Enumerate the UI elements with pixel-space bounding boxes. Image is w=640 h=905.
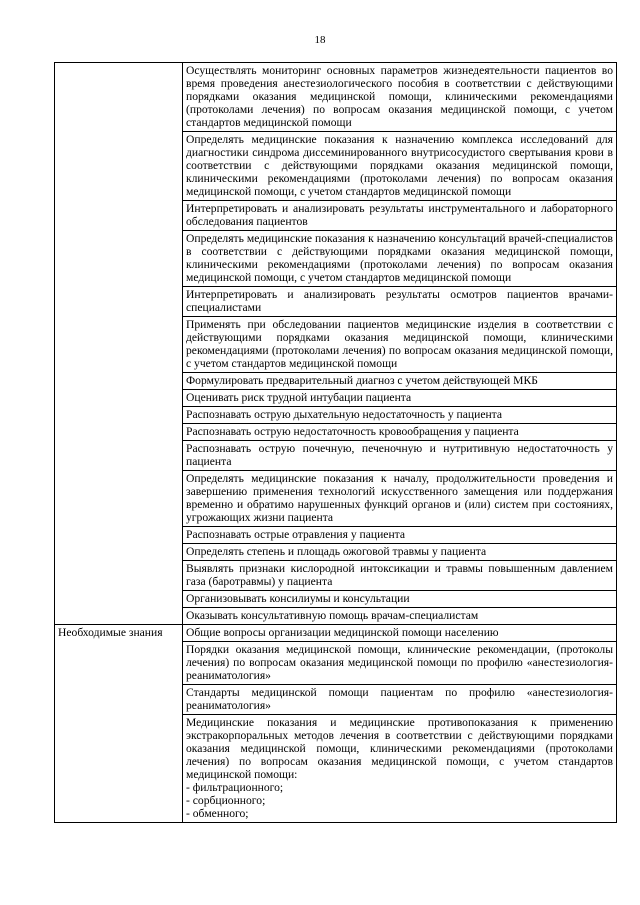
skill-cell: Определять степень и площадь ожоговой травмы у пациента: [183, 544, 617, 561]
knowledge-cell: Порядки оказания медицинской помощи, клинические рекомендации, (протоколы лечения) по вопросам оказания медицинской помощи по профилю «анестезиология-реаниматология»: [183, 642, 617, 685]
knowledge-cell: Стандарты медицинской помощи пациентам по профилю «анестезиология-реаниматология»: [183, 685, 617, 715]
skills-label-cell: [55, 63, 183, 625]
skill-cell: Формулировать предварительный диагноз с учетом действующей МКБ: [183, 373, 617, 390]
knowledge-cell: Общие вопросы организации медицинской помощи населению: [183, 625, 617, 642]
skill-cell: Организовывать консилиумы и консультации: [183, 591, 617, 608]
skill-cell: Оценивать риск трудной интубации пациента: [183, 390, 617, 407]
list-item: - фильтрационного;: [186, 781, 284, 794]
page-number: 18: [314, 34, 326, 46]
requirements-table: [54, 62, 617, 823]
knowledge-text: Медицинские показания и медицинские противопоказания к применению экстракорпоральных методов лечения в соответствии с действующими порядками оказания медицинской помощи, клиническими рекомендациями (протоколами лечения) по вопросам оказания медицинской помощи, с учетом стандартов медицинской помощи:: [186, 716, 613, 781]
skill-cell: Определять медицинские показания к назначению консультаций врачей-специалистов в соответствии с действующими порядками оказания медицинской помощи, клиническими рекомендациями (протоколами лечения) по вопросам оказания медицинской помощи, с учетом стандартов медицинской помощи: [183, 231, 617, 287]
skill-cell: Интерпретировать и анализировать результаты инструментального и лабораторного обследования пациентов: [183, 201, 617, 231]
skill-cell: Распознавать острую почечную, печеночную и нутритивную недостаточность у пациента: [183, 441, 617, 471]
skill-cell: Определять медицинские показания к назначению комплекса исследований для диагностики синдрома диссеминированного внутрисосудистого свертывания крови в соответствии с действующими порядками оказания медицинской помощи, клиническими рекомендациями (протоколами лечения) по вопросам оказания медицинской помощи, с учетом стандартов медицинской помощи: [183, 132, 617, 201]
table-row: [55, 625, 617, 642]
skill-cell: Оказывать консультативную помощь врачам-специалистам: [183, 608, 617, 625]
knowledge-cell: [183, 715, 617, 823]
list-item: - обменного;: [186, 807, 249, 820]
skill-cell: Применять при обследовании пациентов медицинские изделия в соответствии с действующими порядками оказания медицинской помощи, клиническими рекомендациями (протоколами лечения) по вопросам оказания медицинской помощи, с учетом стандартов медицинской помощи: [183, 317, 617, 373]
skill-cell: Осуществлять мониторинг основных параметров жизнедеятельности пациентов во время проведения анестезиологического пособия в соответствии с действующими порядками оказания медицинской помощи, клиническими рекомендациями (протоколами лечения) по вопросам оказания медицинской помощи, с учетом стандартов медицинской помощи: [183, 63, 617, 132]
skill-cell: Распознавать острую дыхательную недостаточность у пациента: [183, 407, 617, 424]
skill-cell: Определять медицинские показания к началу, продолжительности проведения и завершению применения технологий искусственного замещения или поддержания временно и обратимо нарушенных функций органов и (или) систем при состояниях, угрожающих жизни пациента: [183, 471, 617, 527]
skill-cell: Выявлять признаки кислородной интоксикации и травмы повышенным давлением газа (баротравмы) у пациента: [183, 561, 617, 591]
skill-cell: Распознавать острые отравления у пациента: [183, 527, 617, 544]
list-item: - сорбционного;: [186, 794, 266, 807]
skill-cell: Интерпретировать и анализировать результаты осмотров пациентов врачами-специалистами: [183, 287, 617, 317]
table-row: [55, 63, 617, 132]
knowledge-label: Необходимые знания: [55, 625, 183, 823]
skill-cell: Распознавать острую недостаточность кровообращения у пациента: [183, 424, 617, 441]
